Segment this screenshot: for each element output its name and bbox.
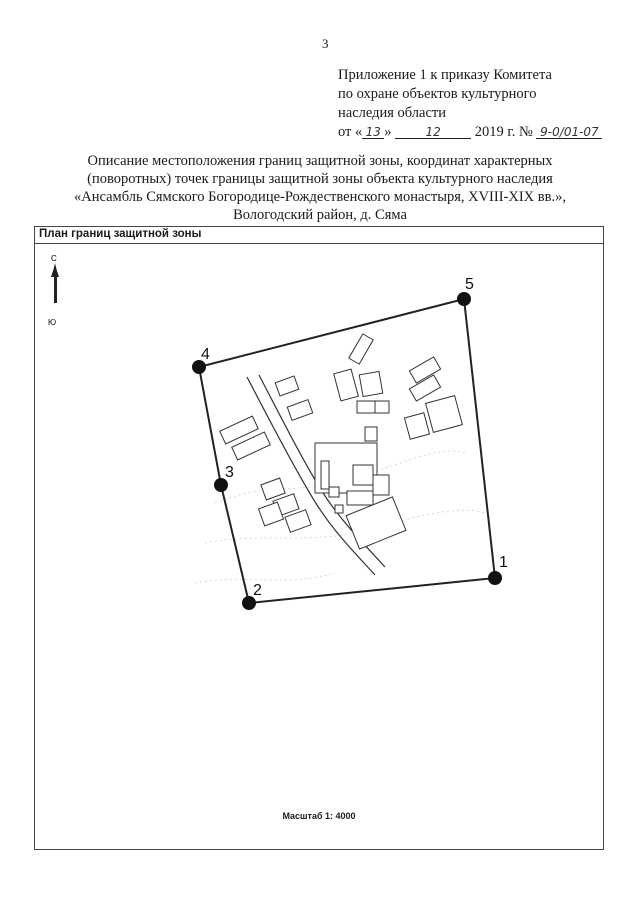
point-1-label: 1: [499, 554, 508, 571]
date-prefix: от «: [338, 124, 363, 140]
appendix-line-1: Приложение 1 к приказу Комитета: [338, 67, 552, 83]
order-number: 9-0/01-07: [536, 123, 602, 139]
plan-header: [35, 227, 603, 244]
title-line-2: (поворотных) точек границы защитной зоны объекта культурного наследия: [87, 171, 553, 187]
compass-north-label: С: [51, 254, 57, 263]
point-5-marker: [457, 292, 471, 306]
page-number: 3: [322, 36, 329, 51]
title-line-3: «Ансамбль Сямского Богородице-Рождественского монастыря, XVIII-XIX вв.»,: [74, 189, 566, 205]
point-5-label: 5: [465, 276, 474, 293]
title-line-4: Вологодский район, д. Сяма: [233, 207, 407, 223]
compass-south-label: Ю: [48, 318, 57, 327]
date-year-label: 2019 г. №: [474, 124, 533, 140]
point-1-marker: [488, 571, 502, 585]
point-4-label: 4: [201, 346, 210, 363]
title-line-1: Описание местоположения границ защитной зоны, координат характерных: [87, 153, 553, 169]
date-month: 12: [395, 123, 471, 139]
appendix-block: [338, 66, 602, 142]
date-day: 13: [362, 123, 384, 139]
appendix-line-3: наследия области: [338, 105, 447, 121]
plan-title: План границ защитной зоны: [39, 228, 202, 240]
appendix-line-2: по охране объектов культурного: [338, 86, 537, 102]
date-mid: »: [384, 124, 392, 140]
plan-scale: Масштаб 1: 4000: [282, 811, 356, 821]
plan-frame: [34, 226, 604, 850]
point-3-label: 3: [225, 464, 234, 481]
point-2-label: 2: [253, 582, 262, 599]
turning-point-labels: [201, 276, 508, 599]
north-arrow-icon: [48, 254, 59, 327]
document-title: [40, 152, 600, 224]
plan-map: [35, 243, 603, 803]
appendix-date-line: [338, 123, 602, 142]
